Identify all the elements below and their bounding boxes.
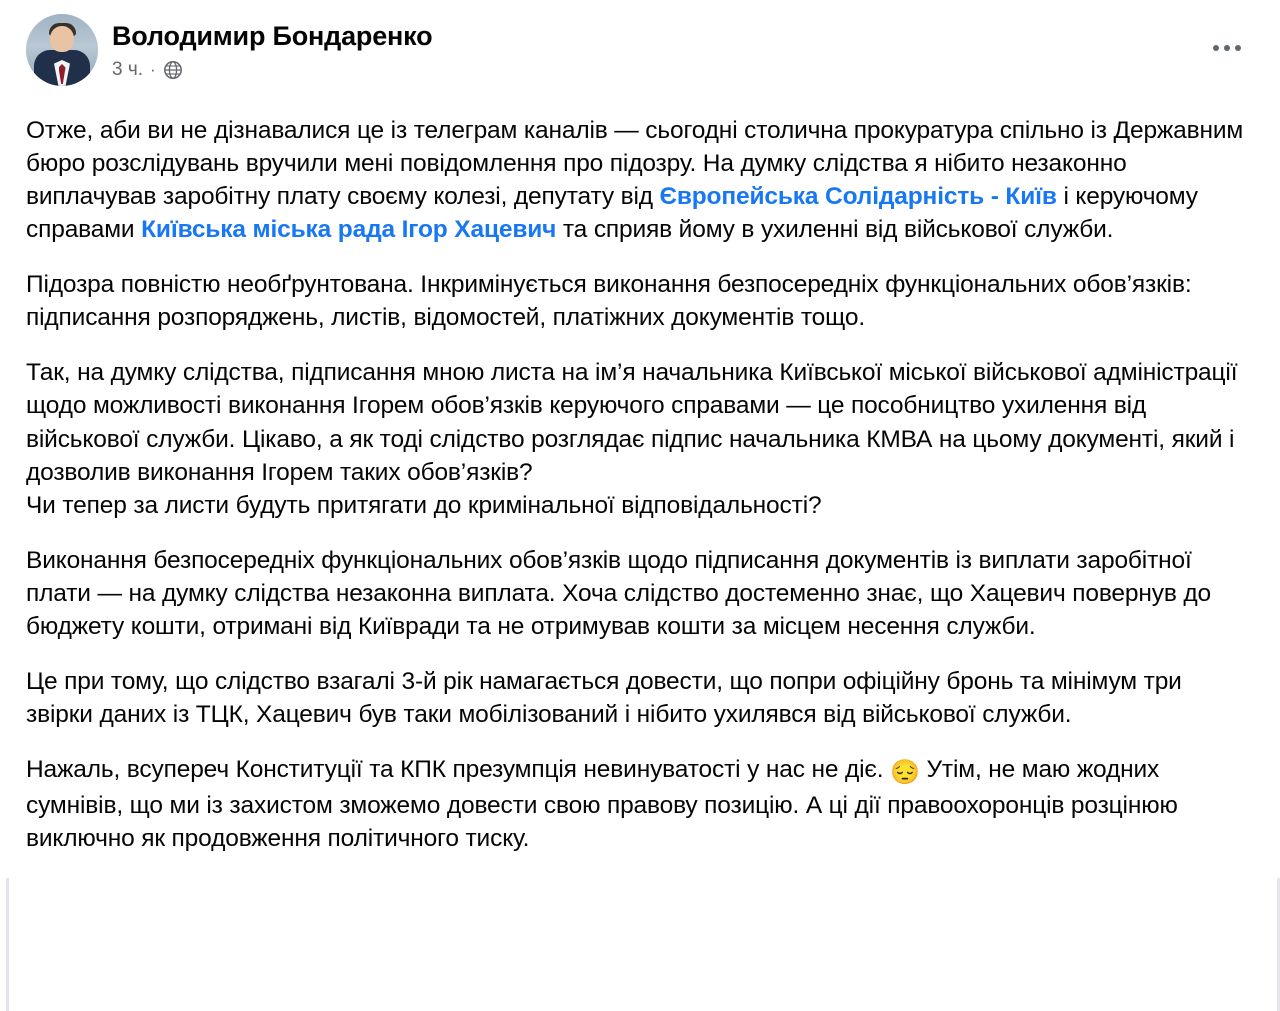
paragraph-2: Підозра повністю необґрунтована. Інкримінується виконання безпосередніх функціональних обов’язків: підписання розпоряджень, листів, відомостей, платіжних документів тощо. <box>26 271 1192 332</box>
paragraph-3: Так, на думку слідства, підписання мною листа на ім’я начальника Київської міської військової адміністрації щодо можливості виконання Ігорем обов’язків керуючого справами — це пособництво ухилення від військової служби. Цікаво, а як тоді слідство розглядає підпис начальника КМВА на цьому документі, який і дозволив виконання Ігорем таких обов’язків? <box>26 359 1238 486</box>
dot-3 <box>1235 45 1241 51</box>
paragraph-6: Це при тому, що слідство взагалі 3-й рік намагається довести, що попри офіційну бронь та мінімум три звірки даних із ТЦК, Хацевич був таки мобілізований і нібито ухилявся від військової служби. <box>26 667 1182 728</box>
dot-2 <box>1224 45 1230 51</box>
author-name[interactable]: Володимир Бондаренко <box>112 21 433 51</box>
link-kyiv-city-council-ihor-khatsevych[interactable]: Київська міська рада Ігор Хацевич <box>141 216 557 244</box>
pensive-face-emoji: 😔 <box>890 759 920 786</box>
link-european-solidarity-kyiv[interactable]: Європейська Солідарність - Київ <box>659 183 1057 211</box>
paragraph-1-text-b: і керуючому справами <box>26 183 1198 244</box>
post-header <box>26 14 1254 94</box>
globe-icon[interactable] <box>163 60 183 80</box>
paragraph-7-text-a: Нажаль, всупереч Конституції та КПК презумпція невинуватості у нас не діє. <box>26 756 891 783</box>
paragraph-1 <box>26 114 1254 246</box>
paragraph-7-text-b: Утім, не маю жодних сумнівів, що ми із захистом зможемо довести свою правову позицію. А ці дії правоохоронців розцінюю виключно як продовження політичного тиску. <box>26 756 1178 853</box>
avatar-head <box>50 26 74 52</box>
post-body <box>26 114 1254 856</box>
meta-separator: · <box>150 60 156 80</box>
dot-1 <box>1213 45 1219 51</box>
avatar[interactable] <box>26 14 98 86</box>
more-options-button[interactable] <box>1204 32 1250 64</box>
paragraph-1-text-a: Отже, аби ви не дізнавалися це із телеграм каналів — сьогодні столична прокуратура спільно із Державним бюро розслідувань вручили мені повідомлення про підозру. На думку слідства я нібито незаконно виплачував заробітну плату своєму колезі, депутату від <box>26 117 1244 211</box>
paragraph-5: Виконання безпосередніх функціональних обов’язків щодо підписання документів із виплати заробітної плати — на думку слідства незаконна виплата. Хоча слідство достеменно знає, що Хацевич повернув до бюджету кошти, отримані від Київради та не отримував кошти за місцем несення служби. <box>26 546 1211 640</box>
paragraph-1-text-c: та сприяв йому в ухиленні від військової служби. <box>556 216 1114 244</box>
paragraph-4: Чи тепер за листи будуть притягати до кримінальної відповідальності? <box>26 491 822 519</box>
post-timestamp[interactable]: 3 ч. <box>112 59 144 81</box>
post-meta <box>112 59 432 81</box>
paragraph-7 <box>26 753 1254 856</box>
author-block <box>112 14 432 81</box>
